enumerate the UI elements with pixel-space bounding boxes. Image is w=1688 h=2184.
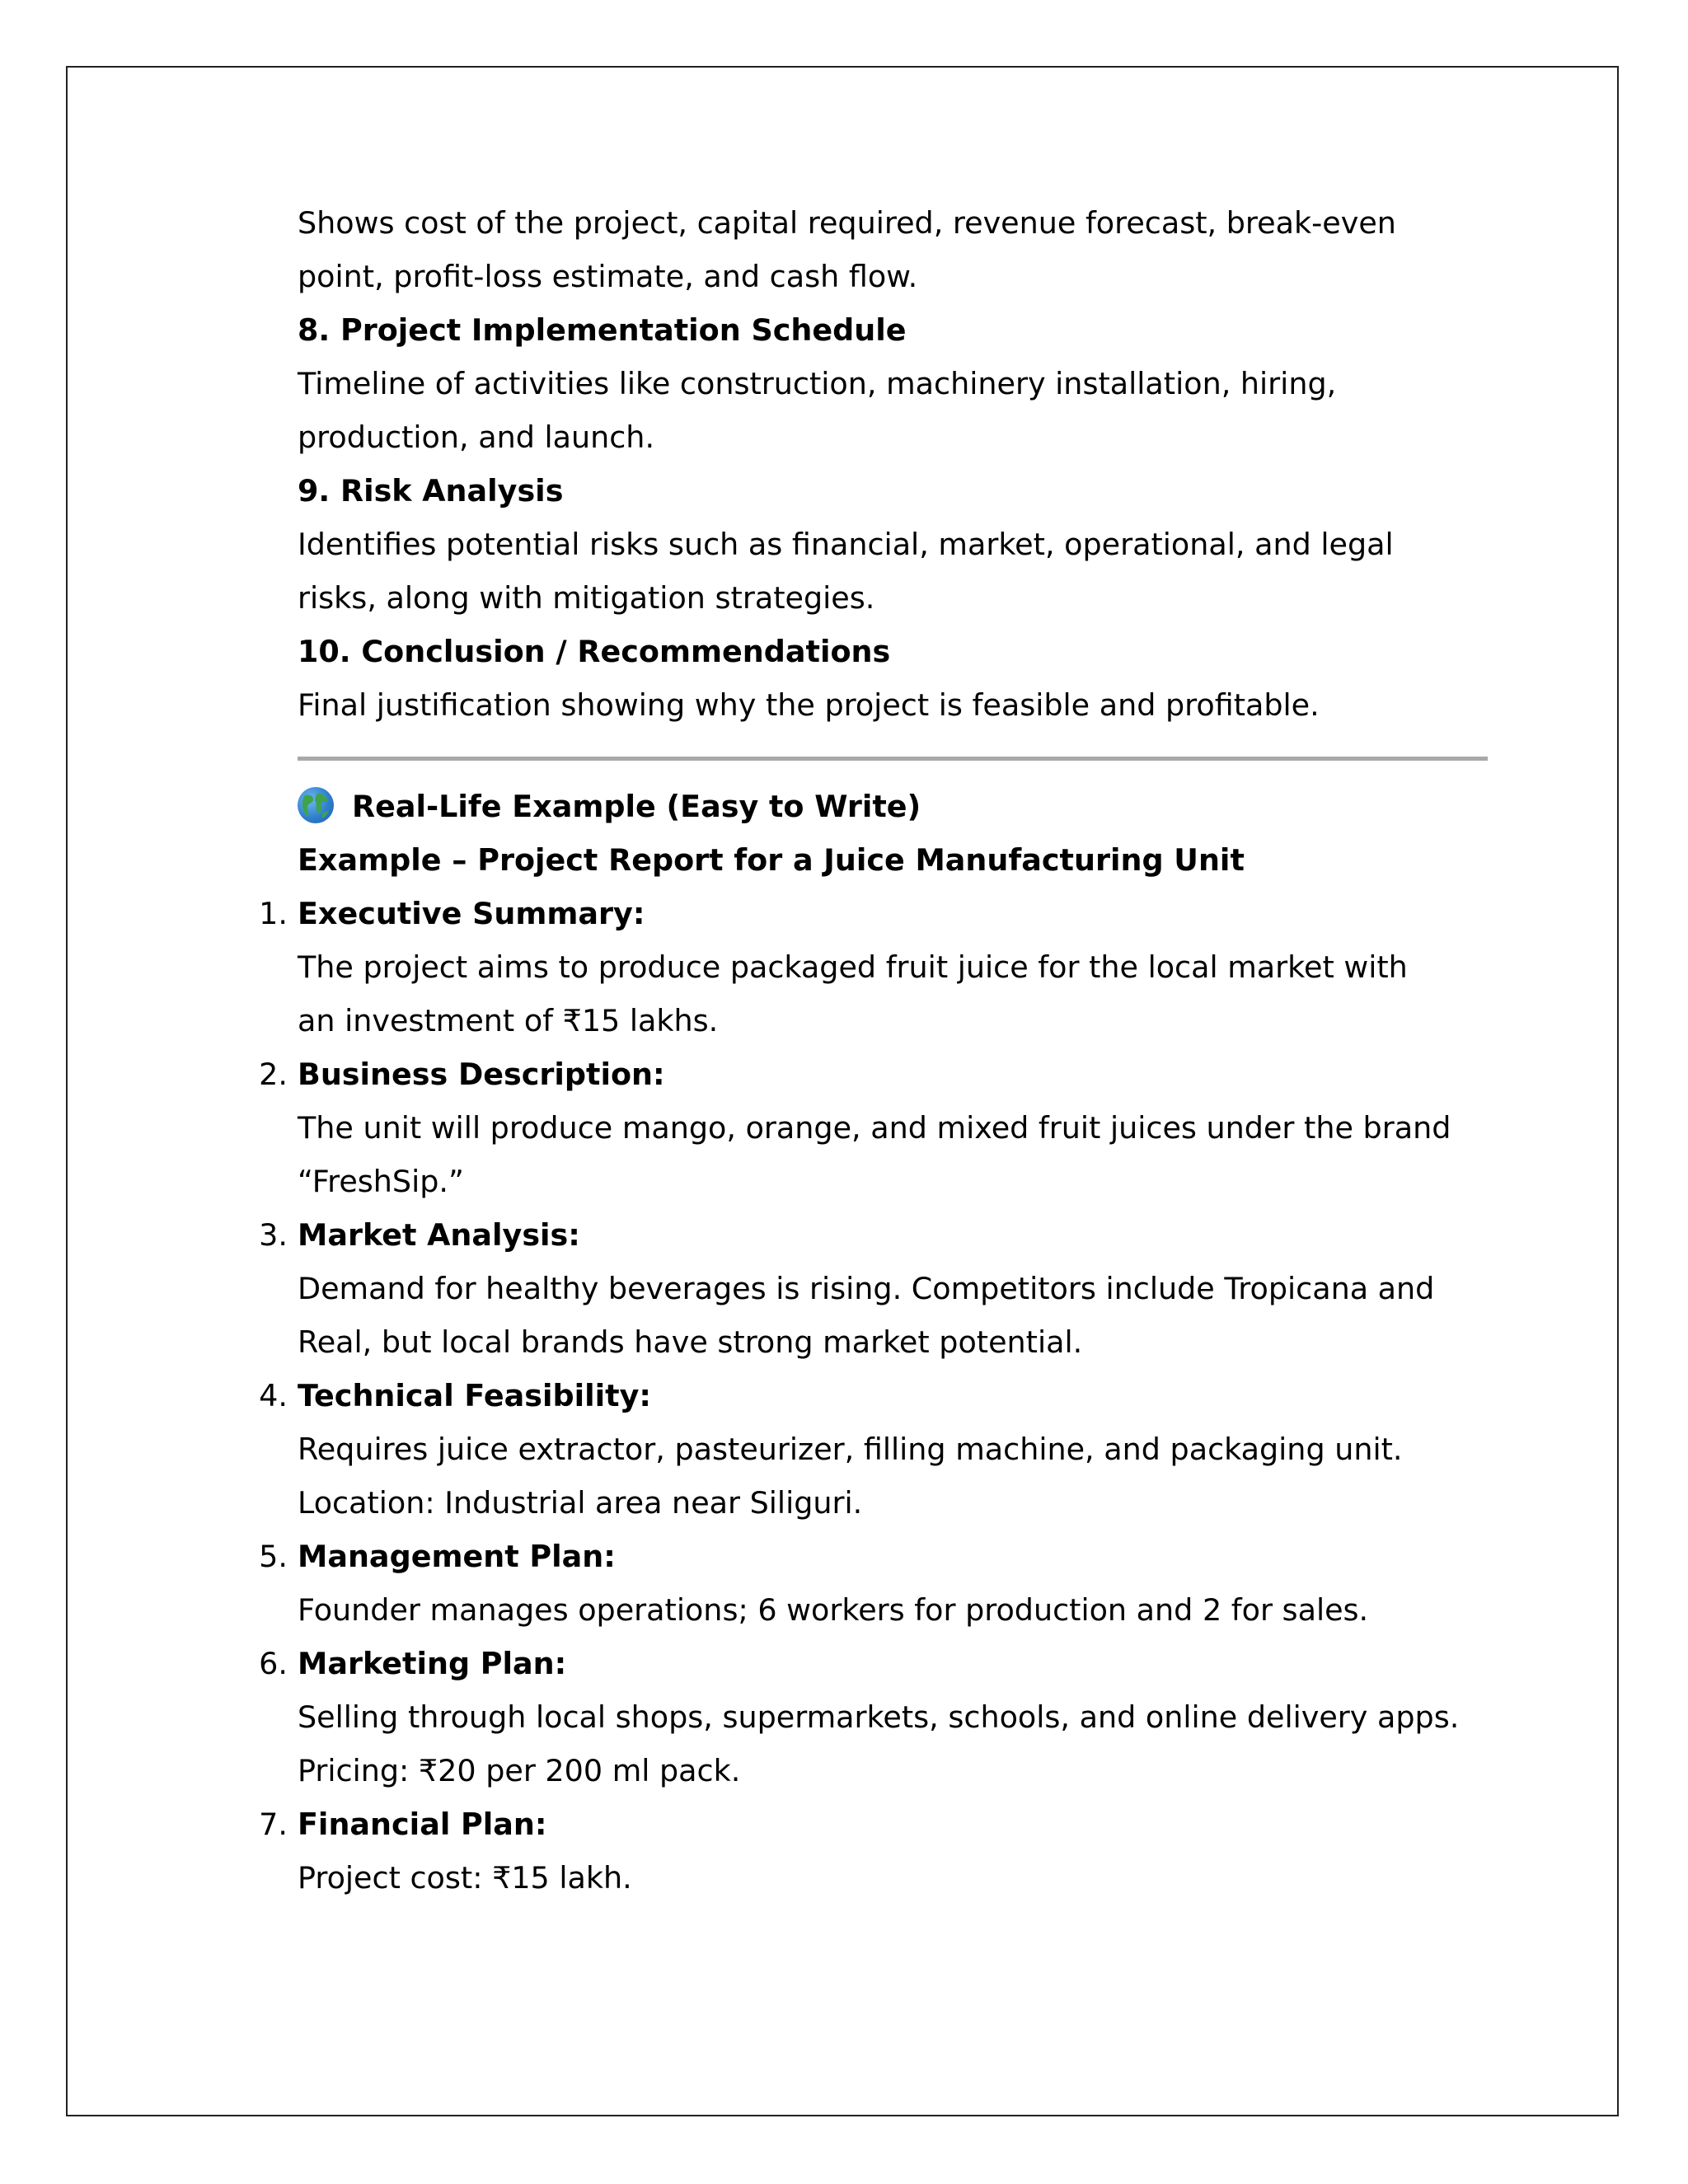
section-conclusion: [298, 625, 1493, 732]
list-number: 2.: [259, 1057, 288, 1092]
example-subheading: Example – Project Report for a Juice Manufacturing Unit: [298, 842, 1245, 878]
list-item-text: Selling through local shops, supermarkets, schools, and online delivery apps.: [298, 1699, 1460, 1735]
intro-line: Shows cost of the project, capital required, revenue forecast, break-even: [298, 205, 1396, 241]
section-text: Final justification showing why the project is feasible and profitable.: [298, 687, 1320, 723]
list-number: 6.: [259, 1646, 288, 1681]
list-item-title: Market Analysis:: [298, 1217, 580, 1253]
list-item: [259, 1208, 1493, 1369]
section-implementation-schedule: [298, 303, 1493, 464]
list-number: 3.: [259, 1217, 288, 1253]
document-content: [259, 196, 1493, 1905]
list-number: 1.: [259, 896, 288, 931]
list-item-title: Financial Plan:: [298, 1807, 547, 1842]
list-item-text: Project cost: ₹15 lakh.: [298, 1860, 632, 1896]
list-item-title: Business Description:: [298, 1057, 665, 1092]
list-number: 5.: [259, 1539, 288, 1574]
section-text: risks, along with mitigation strategies.: [298, 580, 875, 616]
list-item-text: Demand for healthy beverages is rising. Competitors include Tropicana and: [298, 1271, 1435, 1306]
list-item-title: Management Plan:: [298, 1539, 616, 1574]
list-number: 4.: [259, 1378, 288, 1413]
list-item-text: an investment of ₹15 lakhs.: [298, 1003, 719, 1038]
list-item-text: The project aims to produce packaged fruit juice for the local market with: [298, 949, 1408, 985]
section-text: production, and launch.: [298, 419, 655, 455]
list-item: [259, 1369, 1493, 1530]
section-text: Identifies potential risks such as financial, market, operational, and legal: [298, 527, 1394, 562]
globe-icon: [298, 787, 334, 823]
list-item-title: Technical Feasibility:: [298, 1378, 651, 1413]
list-item-text: Location: Industrial area near Siliguri.: [298, 1485, 863, 1521]
list-item: [259, 887, 1493, 1047]
list-item: [259, 1530, 1493, 1637]
horizontal-divider: [298, 757, 1488, 761]
section-text: Timeline of activities like construction, machinery installation, hiring,: [298, 366, 1337, 401]
list-item-text: Founder manages operations; 6 workers for production and 2 for sales.: [298, 1592, 1369, 1628]
section-heading: 8. Project Implementation Schedule: [298, 312, 907, 348]
section-heading: 9. Risk Analysis: [298, 473, 564, 509]
list-item-title: Executive Summary:: [298, 896, 645, 931]
list-item: [259, 1797, 1493, 1905]
list-item-text: The unit will produce mango, orange, and mixed fruit juices under the brand: [298, 1110, 1451, 1146]
section-heading: 10. Conclusion / Recommendations: [298, 634, 891, 669]
section-risk-analysis: [298, 464, 1493, 625]
list-item: [259, 1637, 1493, 1797]
list-item-text: Real, but local brands have strong market potential.: [298, 1324, 1083, 1360]
list-number: 7.: [259, 1807, 288, 1842]
list-item-text: Requires juice extractor, pasteurizer, filling machine, and packaging unit.: [298, 1432, 1403, 1467]
list-item: [259, 1047, 1493, 1208]
intro-line: point, profit-loss estimate, and cash flow.: [298, 259, 918, 294]
list-item-title: Marketing Plan:: [298, 1646, 567, 1681]
list-item-text: Pricing: ₹20 per 200 ml pack.: [298, 1753, 741, 1788]
example-heading-text: Real-Life Example (Easy to Write): [352, 789, 921, 824]
example-list: [259, 887, 1493, 1905]
list-item-text: “FreshSip.”: [298, 1164, 464, 1199]
example-heading: [298, 780, 1493, 833]
